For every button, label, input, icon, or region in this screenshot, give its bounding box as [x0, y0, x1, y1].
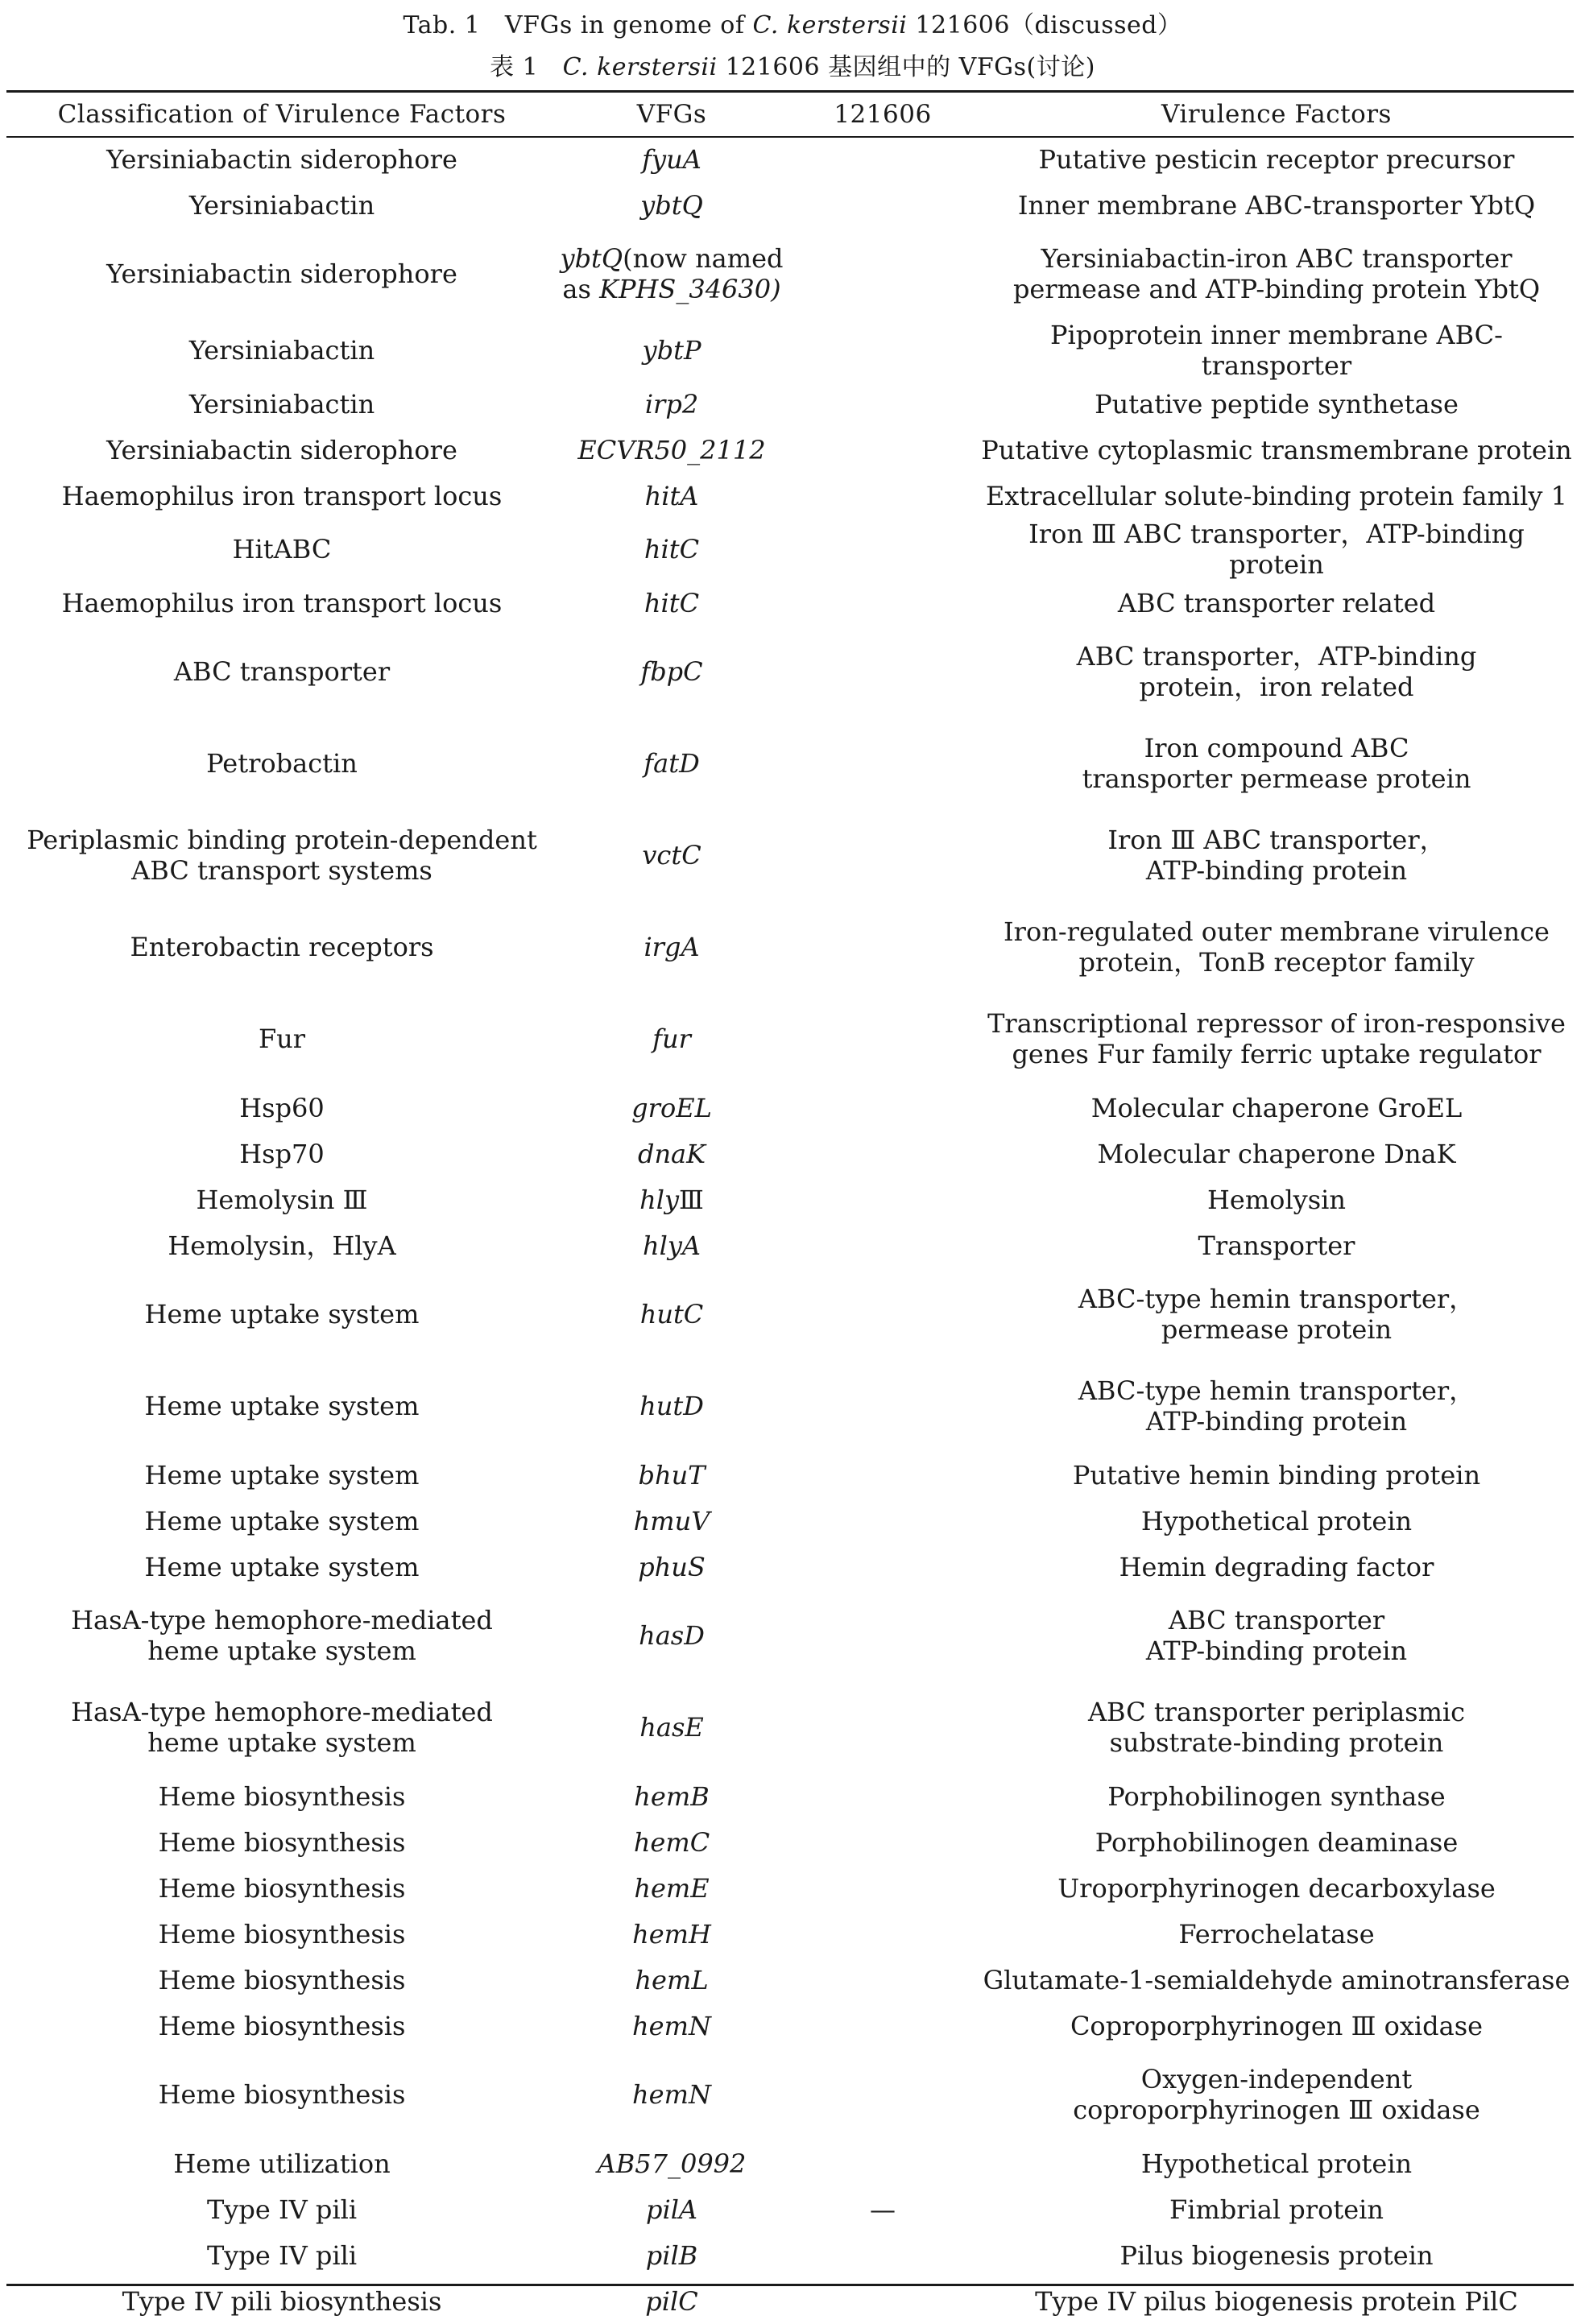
strain-cell — [786, 1865, 979, 1911]
factor-cell: Extracellular solute-binding protein family 1 — [985, 480, 1567, 511]
factor-cell: Ferrochelatase — [1178, 1918, 1375, 1950]
strain-cell — [786, 1360, 979, 1452]
strain-cell — [786, 381, 979, 427]
gene-cell: ECVR50_2112 — [577, 434, 766, 465]
caption-en-prefix: Tab. 1 VFGs in genome of — [403, 11, 753, 39]
gene-cell: irgA — [644, 932, 700, 962]
gene-cell: pilB — [645, 2239, 698, 2271]
strain-cell — [786, 1773, 979, 1819]
table-row — [6, 320, 1574, 381]
caption-zh-species: C. kerstersii — [562, 53, 718, 81]
header-virulence-factors: Virulence Factors — [1161, 100, 1392, 129]
table-row — [6, 1544, 1574, 1590]
classification-cell: Type IV pili — [206, 2239, 358, 2271]
gene-cell: hitC — [644, 587, 700, 618]
classification-cell: Haemophilus iron transport locus — [61, 480, 503, 511]
classification-cell: Heme biosynthesis — [158, 1780, 406, 1812]
classification-cell: HasA-type hemophore-mediated heme uptake system — [71, 1697, 493, 1758]
table-row — [6, 136, 1574, 182]
classification-cell: Heme biosynthesis — [158, 2079, 406, 2110]
gene-cell: phuS — [638, 1551, 706, 1582]
strain-cell — [786, 320, 979, 381]
table-row — [6, 1498, 1574, 1544]
factor-cell: Pipoprotein inner membrane ABC-transporter — [1050, 320, 1503, 381]
table-caption-english — [0, 5, 1585, 40]
strain-cell — [786, 993, 979, 1085]
gene-cell: hasD — [639, 1620, 705, 1651]
strain-cell — [786, 2232, 979, 2278]
caption-zh-prefix: 表 1 — [490, 53, 563, 81]
classification-cell: Hemolysin，HlyA — [168, 1230, 396, 1261]
table-row — [6, 1957, 1574, 2003]
caption-en-suffix: 121606（discussed） — [907, 11, 1182, 39]
classification-cell: Petrobactin — [206, 748, 358, 779]
factor-cell: Hypothetical protein — [1140, 2148, 1413, 2179]
table-row — [6, 473, 1574, 519]
table-row — [6, 993, 1574, 1085]
gene-locus: KPHS_34630) — [599, 274, 781, 304]
classification-cell: Yersiniabactin — [188, 189, 375, 221]
table-row — [6, 1085, 1574, 1131]
header-vfgs: VFGs — [636, 100, 707, 129]
gene-cell: hutD — [639, 1391, 704, 1421]
strain-cell — [786, 1819, 979, 1865]
table-row — [6, 1360, 1574, 1452]
classification-cell: Heme biosynthesis — [158, 1872, 406, 1904]
classification-cell: HitABC — [232, 534, 332, 564]
table-row — [6, 427, 1574, 473]
factor-cell: Iron compound ABC transporter permease protein — [1082, 733, 1471, 794]
classification-cell: Heme uptake system — [144, 1551, 420, 1582]
table-row — [6, 519, 1574, 580]
table-header-row — [6, 93, 1574, 136]
table-row — [6, 1590, 1574, 1681]
gene-cell: pilA — [645, 2194, 698, 2225]
classification-cell: Type IV pili — [206, 2194, 358, 2225]
gene-cell: fatD — [644, 748, 700, 779]
factor-cell: Coproporphyrinogen Ⅲ oxidase — [1070, 2010, 1484, 2041]
strain-cell — [786, 901, 979, 993]
strain-cell — [786, 1222, 979, 1268]
classification-cell: Heme utilization — [173, 2148, 391, 2179]
table-row — [6, 1911, 1574, 1957]
table-row — [6, 626, 1574, 717]
table-row — [6, 182, 1574, 228]
classification-cell: Periplasmic binding protein-dependent ABC transport systems — [27, 825, 537, 886]
factor-cell: Iron Ⅲ ABC transporter， ATP-binding protein — [1107, 825, 1446, 886]
table-row — [6, 381, 1574, 427]
classification-cell: Heme biosynthesis — [158, 1826, 406, 1858]
gene-cell — [557, 228, 786, 320]
factor-cell: Porphobilinogen deaminase — [1095, 1826, 1459, 1858]
gene-cell: ybtP — [642, 335, 701, 366]
factor-cell: Transporter — [1198, 1230, 1355, 1261]
gene-cell: fyuA — [642, 143, 701, 175]
gene-cell: bhuT — [638, 1459, 706, 1491]
strain-cell — [786, 717, 979, 809]
gene-cell: groEL — [631, 1092, 712, 1123]
classification-cell: Yersiniabactin siderophore — [106, 258, 457, 289]
factor-cell: ABC transporter ATP-binding protein — [1145, 1605, 1408, 1666]
strain-cell — [786, 2140, 979, 2186]
strain-cell — [786, 427, 979, 473]
gene-cell: AB57_0992 — [597, 2148, 747, 2179]
gene-cell: hemB — [634, 1780, 710, 1812]
table-row — [6, 2049, 1574, 2140]
factor-cell: Hemolysin — [1206, 1184, 1347, 1215]
caption-en-species: C. kerstersii — [752, 11, 908, 39]
gene-cell: hemH — [632, 1918, 711, 1950]
gene-note: (now named — [623, 243, 784, 274]
strain-cell — [786, 1176, 979, 1222]
table-row — [6, 1176, 1574, 1222]
strain-cell — [786, 519, 979, 580]
gene-cell: irp2 — [644, 388, 699, 420]
gene-cell: fbpC — [640, 656, 703, 687]
strain-cell — [786, 228, 979, 320]
header-classification: Classification of Virulence Factors — [57, 100, 507, 129]
gene-cell: ybtQ — [640, 189, 703, 221]
gene-cell — [557, 1176, 786, 1222]
strain-cell — [786, 2003, 979, 2049]
table-row — [6, 1681, 1574, 1773]
gene-cell: pilC — [645, 2285, 698, 2317]
factor-cell: Hypothetical protein — [1140, 1505, 1413, 1536]
table-row — [6, 901, 1574, 993]
strain-cell — [786, 1131, 979, 1176]
factor-cell: ABC-type hemin transporter， permease protein — [1078, 1284, 1475, 1345]
vfg-table — [6, 93, 1574, 2324]
table-row — [6, 1222, 1574, 1268]
gene-cell: hemC — [633, 1826, 710, 1858]
table-row — [6, 2003, 1574, 2049]
factor-cell: ABC transporter，ATP-binding protein，iron related — [1076, 641, 1477, 702]
table-row — [6, 2232, 1574, 2278]
classification-cell: Type IV pili biosynthesis — [122, 2285, 442, 2317]
factor-cell: Molecular chaperone DnaK — [1097, 1138, 1456, 1169]
table-row — [6, 1773, 1574, 1819]
factor-cell: Putative peptide synthetase — [1095, 388, 1459, 420]
gene-cell: hutC — [639, 1299, 704, 1329]
factor-cell: Molecular chaperone GroEL — [1090, 1092, 1463, 1123]
table-row — [6, 1865, 1574, 1911]
classification-cell: Hsp70 — [239, 1138, 325, 1169]
table-caption-chinese — [0, 47, 1585, 82]
classification-cell: Heme biosynthesis — [158, 1918, 406, 1950]
gene-name: ybtQ — [560, 243, 623, 274]
factor-cell: Uroporphyrinogen decarboxylase — [1057, 1872, 1496, 1904]
gene-cell: hitC — [644, 534, 700, 564]
table-row — [6, 2186, 1574, 2232]
classification-cell: Heme biosynthesis — [158, 1964, 406, 1995]
classification-cell: Fur — [258, 1023, 306, 1054]
classification-cell: Yersiniabactin — [188, 388, 375, 420]
classification-cell: Hsp60 — [239, 1092, 325, 1123]
strain-cell — [786, 1681, 979, 1773]
table-row — [6, 1819, 1574, 1865]
classification-cell: Enterobactin receptors — [130, 932, 434, 962]
classification-cell: Heme uptake system — [144, 1391, 420, 1421]
gene-cell: fur — [652, 1023, 691, 1054]
strain-cell — [786, 1911, 979, 1957]
table-row — [6, 809, 1574, 901]
table-row — [6, 717, 1574, 809]
header-strain: 121606 — [834, 100, 932, 129]
factor-cell: Porphobilinogen synthase — [1107, 1780, 1446, 1812]
factor-cell: Transcriptional repressor of iron-responsive genes Fur family ferric uptake regulator — [987, 1008, 1566, 1069]
table-row — [6, 580, 1574, 626]
strain-cell — [786, 626, 979, 717]
strain-cell — [786, 1590, 979, 1681]
factor-cell: ABC transporter periplasmic substrate-binding protein — [1087, 1697, 1466, 1758]
caption-zh-suffix: 121606 基因组中的 VFGs(讨论) — [717, 53, 1095, 81]
factor-cell: Pilus biogenesis protein — [1119, 2239, 1434, 2271]
classification-cell: Yersiniabactin siderophore — [106, 434, 457, 465]
gene-cell: vctC — [642, 840, 701, 870]
table-bottom-rule — [6, 2284, 1574, 2286]
factor-cell: Putative hemin binding protein — [1072, 1459, 1481, 1491]
classification-cell: Yersiniabactin siderophore — [106, 143, 457, 175]
factor-cell: Yersiniabactin-iron ABC transporter permease and ATP-binding protein YbtQ — [1012, 243, 1541, 304]
gene-cell: hlyA — [642, 1230, 701, 1261]
table-row — [6, 1452, 1574, 1498]
gene-cell: hemL — [635, 1964, 709, 1995]
classification-cell: Heme uptake system — [144, 1299, 420, 1329]
gene-cell: hemE — [634, 1872, 710, 1904]
strain-cell: — — [870, 2194, 896, 2225]
classification-cell: Heme uptake system — [144, 1505, 420, 1536]
strain-cell — [786, 182, 979, 228]
factor-cell: Iron Ⅲ ABC transporter，ATP-binding protein — [1028, 519, 1525, 580]
strain-cell — [786, 1498, 979, 1544]
classification-cell: ABC transporter — [173, 656, 391, 687]
gene-cell: hmuV — [633, 1505, 710, 1536]
classification-cell: Heme biosynthesis — [158, 2010, 406, 2041]
strain-cell — [786, 136, 979, 182]
strain-cell — [786, 809, 979, 901]
strain-cell — [786, 1085, 979, 1131]
classification-cell: Haemophilus iron transport locus — [61, 587, 503, 618]
factor-cell: Inner membrane ABC-transporter YbtQ — [1017, 189, 1536, 221]
strain-cell — [786, 473, 979, 519]
gene-cell: hitA — [644, 480, 699, 511]
gene-cell: dnaK — [637, 1138, 706, 1169]
table-row — [6, 1268, 1574, 1360]
factor-cell: Iron-regulated outer membrane virulence protein，TonB receptor family — [1004, 916, 1550, 978]
table-row — [6, 1131, 1574, 1176]
factor-cell: Oxygen-independent coproporphyrinogen Ⅲ oxidase — [1073, 2064, 1480, 2125]
table-row — [6, 2140, 1574, 2186]
factor-cell: ABC transporter related — [1117, 587, 1436, 618]
factor-cell: Putative cytoplasmic transmembrane protein — [981, 434, 1572, 465]
factor-cell: Hemin degrading factor — [1119, 1551, 1434, 1582]
strain-cell — [786, 1957, 979, 2003]
gene-note-prefix: as — [562, 274, 600, 304]
strain-cell — [786, 1268, 979, 1360]
strain-cell — [786, 1452, 979, 1498]
strain-cell — [786, 1544, 979, 1590]
table-row — [6, 228, 1574, 320]
classification-cell: Hemolysin Ⅲ — [196, 1184, 368, 1215]
factor-cell: Putative pesticin receptor precursor — [1038, 143, 1515, 175]
classification-cell: Yersiniabactin — [188, 335, 375, 366]
factor-cell: Glutamate-1-semialdehyde aminotransferase — [983, 1964, 1571, 1995]
gene-cell: hemN — [632, 2079, 711, 2110]
strain-cell — [786, 2049, 979, 2140]
gene-cell: hemN — [632, 2010, 711, 2041]
classification-cell: HasA-type hemophore-mediated heme uptake system — [71, 1605, 493, 1666]
factor-cell: ABC-type hemin transporter， ATP-binding protein — [1078, 1375, 1475, 1437]
gene-name: hly — [639, 1184, 680, 1215]
factor-cell: Fimbrial protein — [1169, 2194, 1384, 2225]
strain-cell — [786, 580, 979, 626]
gene-suffix: Ⅲ — [679, 1184, 704, 1215]
classification-cell: Heme uptake system — [144, 1459, 420, 1491]
gene-cell: hasE — [639, 1712, 704, 1743]
factor-cell: Type IV pilus biogenesis protein PilC — [1035, 2285, 1518, 2317]
